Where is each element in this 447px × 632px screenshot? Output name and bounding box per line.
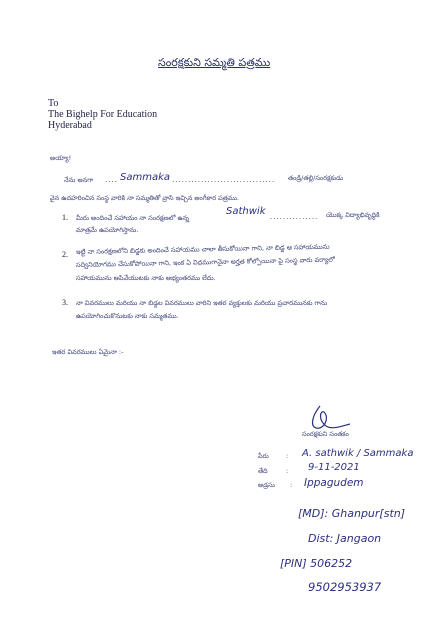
item-text: యొక్క విద్యాభివృద్ధికి: [326, 211, 380, 219]
address-pin: [PIN] 506252: [280, 557, 353, 570]
line1-suffix: తండ్రి/తల్లి/సంరక్షకుడు: [288, 174, 344, 182]
handwritten-child-name: Sathwik: [226, 206, 266, 217]
item-text: సహాయమును ఆపివేయుటకు నాకు అభ్యంతరము లేదు.: [76, 274, 216, 282]
signature-label: సంరక్షకుని సంతకం: [302, 430, 349, 438]
line2: వైన ఉదహరించిన సంస్థ వారికి నా సమ్మతితో వ్రాసి ఇచ్చిన అంగీకార పత్రము.: [50, 194, 240, 202]
colon: :: [286, 452, 289, 460]
colon: :: [290, 481, 293, 489]
dotted-line: ....: [105, 176, 118, 184]
recipient-line: The Bighelp For Education: [48, 109, 158, 120]
field-label-name: పేరు: [258, 452, 269, 460]
item-number: 3.: [62, 298, 68, 307]
field-value-name: A. sathwik / Sammaka: [302, 448, 414, 459]
recipient-block: [48, 98, 157, 131]
item-text: ఉపయోగించుకొనుటకు నాకు సమ్మతము.: [76, 312, 179, 320]
dotted-line: ...............: [270, 213, 319, 221]
field-label-address: అడ్రసు: [258, 481, 275, 489]
salutation: అయ్యా!: [50, 154, 72, 162]
field-value-address: Ippagudem: [304, 477, 364, 489]
document-title: సంరక్షకుని సమ్మతి పత్రము: [158, 56, 271, 69]
handwritten-name: Sammaka: [120, 172, 171, 183]
item-number: 2.: [62, 250, 68, 259]
recipient-line: Hyderabad: [48, 120, 92, 131]
recipient-line: To: [48, 98, 59, 109]
item-text: ఇట్టి నా సంరక్షణలోని బిడ్డకు అందించే సహాయము చాలా తీసుకోయినా గాని, నా బిడ్డ ఆ సహాయమును: [75, 242, 330, 256]
dotted-line: ................................: [172, 176, 276, 184]
item-number: 1.: [62, 213, 68, 222]
item-text: సద్వినియోగము చేసుకోపోయినా గాని, ఇంక ఏ విధముగానైనా అర్హత కోల్పోయినా పై సంస్థ వారు వర్యాలో: [75, 255, 335, 269]
item-text: మీరు అందించే సహాయం నా సంరక్షణలో ఉన్న: [76, 214, 190, 222]
address-district: Dist: Jangaon: [308, 532, 382, 545]
address-mandal: [MD]: Ghanpur[stn]: [298, 507, 406, 520]
colon: :: [286, 467, 289, 475]
phone-number: 9502953937: [308, 580, 382, 594]
line1-prefix: నేను అనగా: [64, 176, 94, 184]
item-text: మాత్రమే ఉపయోగిస్తాను.: [76, 226, 139, 234]
item-text: నా వివరములు మరియు నా బిడ్డల వివరములు వారిని ఇతర వ్యక్తులకు మరియు ప్రచారమునకు గాను: [76, 299, 328, 307]
field-label-date: తేది: [258, 467, 268, 475]
other-details-label: ఇతర వివరములు ఏమైనా :-: [52, 348, 124, 356]
field-value-date: 9-11-2021: [308, 462, 360, 473]
